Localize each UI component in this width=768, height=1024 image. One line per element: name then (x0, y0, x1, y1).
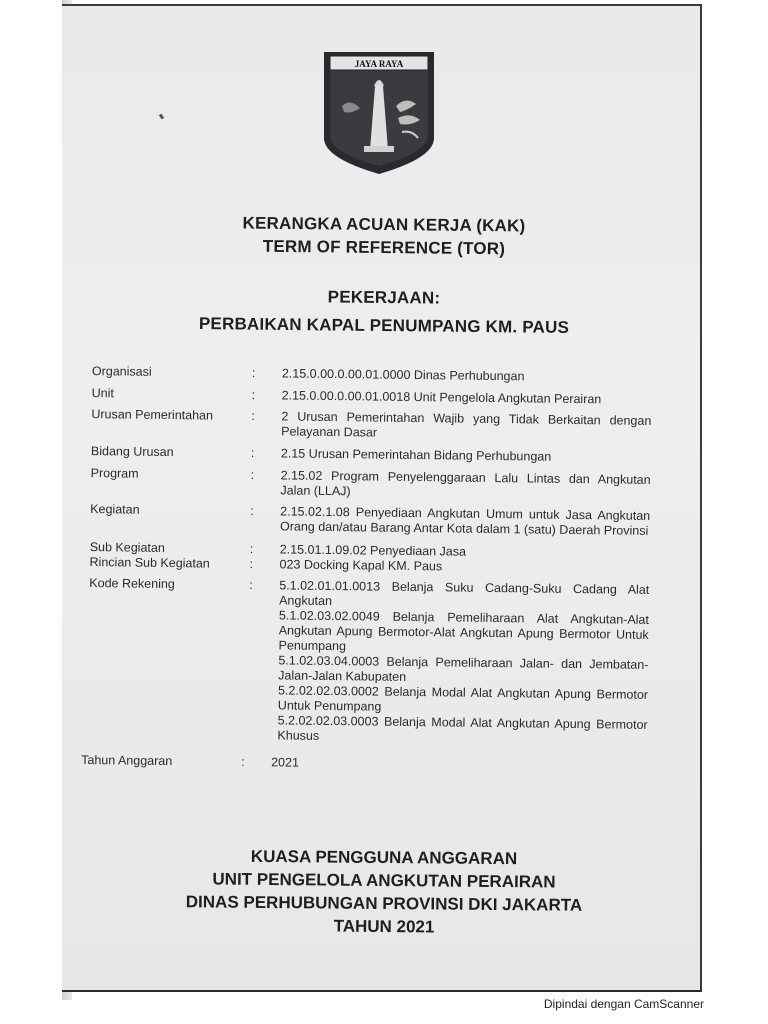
footer-line-2: UNIT PENGELOLA ANGKUTAN PERAIRAN (212, 869, 556, 892)
field-value-line: 2 Urusan Pemerintahan Wajib yang Tidak Berkaitan dengan Pelayanan Dasar (281, 409, 652, 440)
field-colon: : (250, 504, 254, 519)
field-colon: : (241, 754, 245, 769)
field-label: Program (90, 466, 139, 481)
field-value-line: 2.15.02.1.08 Penyediaan Angkutan Umum untuk Jasa Angkutan Orang dan/atau Barang Antar Kota dalam 1 (satu) Daerah Provinsi (279, 504, 651, 538)
field-value-line: 5.1.02.01.01.0013 Belanja Suku Cadang-Suku Cadang Alat Angkutan (279, 578, 650, 609)
footer-line-4: TAHUN 2021 (333, 916, 435, 937)
footer-line-3: DINAS PERHUBUNGAN PROVINSI DKI JAKARTA (185, 892, 583, 915)
field-colon: : (250, 468, 255, 483)
field-label: Kode Rekening (89, 576, 175, 592)
field-value (279, 557, 649, 577)
field-value-line: 5.1.02.03.02.0049 Belanja Pemeliharaan Alat Angkutan-Alat Angkutan Apung Bermotor-Alat Angkutan Apung Bermotor Untuk Penumpang (278, 608, 650, 654)
field-label: Unit (91, 386, 114, 401)
title-line-2: TERM OF REFERENCE (TOR) (262, 236, 506, 259)
field-value-line: 2.15.0.00.0.00.01.0018 Unit Pengelola Angkutan Perairan (281, 388, 602, 407)
field-label: Rincian Sub Kegiatan (89, 555, 210, 571)
field-row-program (84, 466, 654, 503)
field-list (81, 364, 656, 775)
field-value (281, 409, 651, 444)
field-colon: : (251, 366, 256, 381)
field-label: Urusan Pemerintahan (91, 407, 214, 423)
field-value-line: 5.1.02.03.04.0003 Belanja Pemeliharaan Jalan- dan Jembatan-Jalan-Jalan Kabupaten (278, 653, 649, 684)
field-value (281, 446, 651, 466)
svg-text:JAYA RAYA: JAYA RAYA (354, 59, 404, 69)
field-label: Organisasi (91, 364, 152, 379)
field-value-line: 2.15 Urusan Pemerintahan Bidang Perhubungan (280, 446, 552, 464)
field-value (282, 388, 652, 408)
field-colon: : (249, 578, 253, 593)
field-label: Kegiatan (90, 502, 140, 517)
field-row-unit (86, 386, 656, 408)
field-label: Tahun Anggaran (81, 752, 173, 769)
field-row-urusan (85, 407, 655, 444)
job-label: PEKERJAAN: (327, 287, 441, 308)
job-title: PERBAIKAN KAPAL PENUMPANG KM. PAUS (198, 314, 570, 337)
field-row-kode-rekening (81, 576, 653, 748)
field-value-line: 2021 (271, 755, 300, 770)
field-value-line: 2.15.01.1.09.02 Penyediaan Jasa (279, 542, 467, 559)
field-value (280, 468, 650, 503)
field-value (277, 578, 649, 748)
camscanner-watermark: Dipindai dengan CamScanner (543, 997, 704, 1011)
field-row-bidang (85, 444, 655, 466)
field-value-line: 2.15.0.00.0.00.01.0000 Dinas Perhubungan (281, 366, 525, 384)
field-label: Sub Kegiatan (89, 540, 165, 555)
field-colon: : (250, 446, 255, 461)
field-row-kegiatan (84, 502, 654, 539)
field-value (280, 504, 650, 539)
field-value (282, 366, 652, 386)
field-label: Bidang Urusan (90, 444, 174, 460)
field-value-line: 023 Docking Kapal KM. Paus (279, 557, 443, 574)
field-colon: : (249, 557, 254, 572)
footer-line-1: KUASA PENGGUNA ANGGARAN (250, 846, 518, 869)
field-colon: : (249, 542, 254, 557)
field-colon: : (251, 409, 255, 424)
field-value-line: 5.2.02.02.03.0002 Belanja Modal Alat Angkutan Apung Bermotor Untuk Penumpang (277, 683, 649, 714)
title-line-1: KERANGKA ACUAN KERJA (KAK) (242, 213, 526, 236)
field-colon: : (251, 388, 256, 403)
jaya-raya-emblem-icon (320, 46, 438, 176)
field-value-line: 2.15.02 Program Penyelenggaraan Lalu Lintas dan Angkutan Jalan (LLAJ) (280, 468, 651, 499)
field-value-line: 5.2.02.02.03.0003 Belanja Modal Alat Angkutan Apung Bermotor Khusus (277, 713, 648, 743)
